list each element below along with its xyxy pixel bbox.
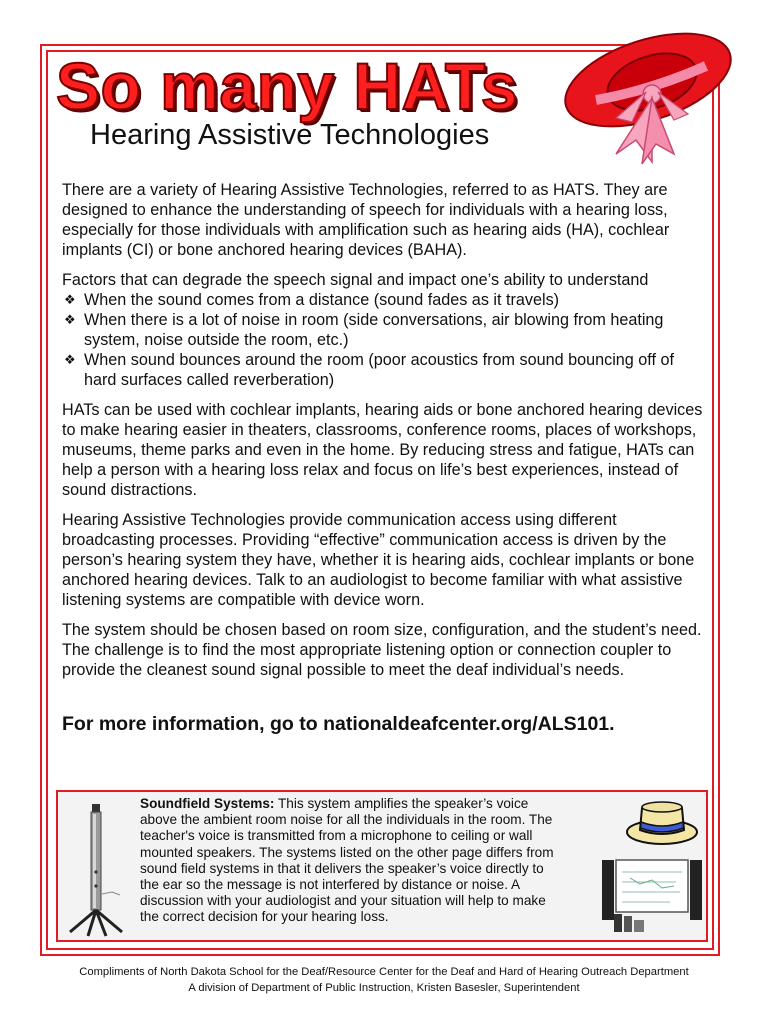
receiver-equipment-image — [600, 858, 704, 936]
factors-lead: Factors that can degrade the speech signal and impact one’s ability to understand — [62, 271, 649, 289]
factors-section — [62, 270, 710, 390]
soundfield-text: This system amplifies the speaker’s voice above the ambient room noise for all the individuals in the room. The teacher's voice is transmitted from a microphone to ceiling or wall mounted speakers. The systems listed on the other page differs from sound field systems in that it delivers the speaker’s voice directly to the ear so the message is not interfered by distance or noise. A discussion with your audiologist and your situation will help to make the correct decision for your hearing loss. — [140, 796, 554, 925]
soundfield-box — [56, 790, 708, 942]
list-item: ❖ When there is a lot of noise in room (side conversations, air blowing from heating system, noise outside the room, etc.) — [64, 311, 664, 349]
hats-usage-paragraph: HATs can be used with cochlear implants, hearing aids or bone anchored hearing devices to make hearing easier in theaters, classrooms, conference rooms, places of workshops, museums, theme parks and even in the home. By reducing stress and fatigue, HATs can help a person with a hearing loss relax and focus on life’s best experiences, instead of sound distractions. — [62, 401, 703, 499]
list-item: ❖ When the sound comes from a distance (sound fades as it travels) — [64, 291, 560, 309]
main-content — [62, 180, 710, 690]
diamond-bullet-icon: ❖ — [64, 292, 76, 307]
system-choice-paragraph: The system should be chosen based on room size, configuration, and the student’s need. The challenge is to find the most appropriate listening option or connection coupler to provide the cleanest sound signal possible to meet the deaf individual’s needs. — [62, 621, 702, 679]
communication-access-paragraph: Hearing Assistive Technologies provide communication access using different broadcasting processes. Providing “effective” communication access is driven by the person’s hearing system they have, whether it is hearing aids, cochlear implants or bone anchored hearing devices. Talk to an audiologist to become familiar with what assistive listening systems are compatible with device worn. — [62, 511, 695, 609]
list-item: ❖ When sound bounces around the room (poor acoustics from sound bouncing off of hard surfaces called reverberation) — [64, 351, 675, 389]
page-title: So many HATs — [56, 49, 518, 123]
soundfield-speaker-stand-image — [64, 800, 132, 938]
red-hat-illustration — [556, 22, 736, 172]
footer-line-2: A division of Department of Public Instruction, Kristen Basesler, Superintendent — [188, 982, 580, 994]
page-subtitle: Hearing Assistive Technologies — [90, 119, 490, 151]
soundfield-label: Soundfield Systems: — [140, 796, 275, 811]
diamond-bullet-icon: ❖ — [64, 352, 76, 367]
intro-paragraph: There are a variety of Hearing Assistive Technologies, referred to as HATS. They are designed to enhance the understanding of speech for individuals with a hearing loss, especially for those individuals with amplification such as hearing aids (HA), cochlear implants (CI) or bone anchored hearing devices (BAHA). — [62, 181, 670, 259]
more-info-link[interactable]: For more information, go to nationaldeafcenter.org/ALS101. — [62, 713, 615, 735]
factors-list — [62, 290, 710, 390]
soundfield-description — [140, 796, 556, 926]
footer-line-1: Compliments of North Dakota School for the Deaf/Resource Center for the Deaf and Hard of Hearing Outreach Department — [79, 966, 689, 978]
diamond-bullet-icon: ❖ — [64, 312, 76, 327]
boater-hat-image — [624, 796, 700, 848]
footer — [0, 964, 768, 996]
